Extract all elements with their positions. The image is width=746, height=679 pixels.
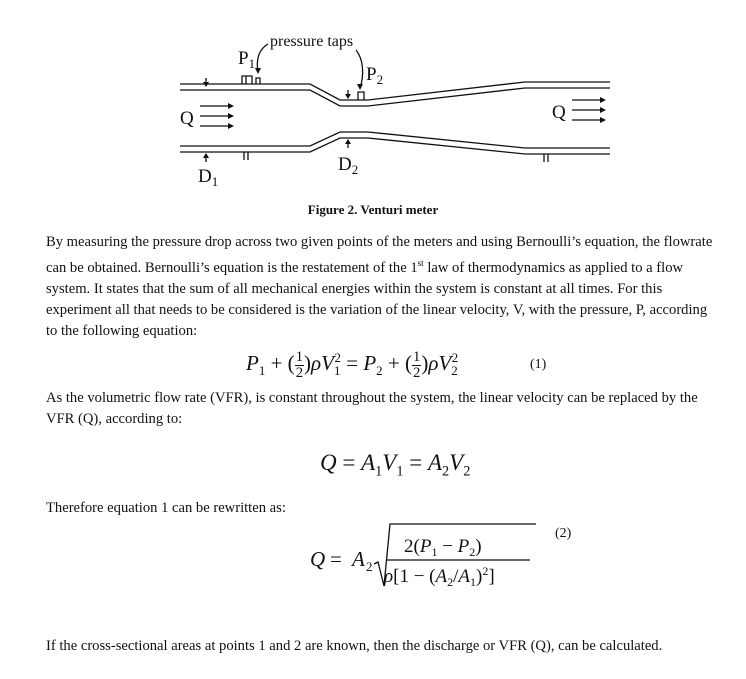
- bottom-tap-1: [244, 152, 248, 160]
- svg-text:Q: Q: [310, 547, 326, 571]
- label-pressure-taps: pressure taps: [270, 33, 354, 50]
- leader-taps-1: [257, 44, 268, 72]
- paragraph-bernoulli: By measuring the pressure drop across two given points of the meters and using Bernoulli’s equation, the flowrate can be obtained. Bernoulli’s equation is the restatement of the 1st law of thermodynamics as applied to a flow system. It states that the sum of all mechanical energies within the system is constant at all times. For this experiment all that needs to be considered is the variation of the linear velocity, V, with the pressure, P, according to the following equation:: [46, 234, 713, 339]
- svg-text:ρ[1 − (A2/A1)2]: $\rho[1 - (A_2/A_1)^2]$: [384, 564, 495, 589]
- label-d2: $D_2$: [338, 154, 359, 177]
- svg-text:2: 2: [366, 559, 373, 574]
- label-p2: $P_2$: [366, 64, 384, 87]
- pressure-tap-2: [358, 92, 364, 100]
- bottom-tap-2: [544, 154, 548, 162]
- venturi-meter-diagram: [160, 20, 610, 200]
- label-d1: $D_1$: [198, 166, 219, 189]
- upper-wall-outer: [180, 82, 610, 100]
- pressure-tap-1: [242, 76, 260, 84]
- figure-caption: Figure 2. Venturi meter: [307, 202, 439, 217]
- paragraph-rewrite: Therefore equation 1 can be rewritten as:: [46, 500, 286, 516]
- equation-2-number: (2): [555, 526, 572, 541]
- label-p1: $P_1$: [238, 48, 256, 71]
- equation-1-number: (1): [530, 357, 547, 372]
- flow-arrows-right: [572, 100, 600, 120]
- equation-2: [300, 516, 540, 596]
- flow-arrows-left: [200, 106, 228, 126]
- equation-1: $P_1$ + ( $\frac{1}{2}$ )$\rho V_1^2 = P_2$ + ( $\frac{1}{2}$ )$\rho V_2^2$: [246, 349, 459, 381]
- svg-text:=: =: [330, 547, 342, 571]
- equation-continuity: $Q = A_1V_1 = A_2V_2$: [320, 450, 471, 480]
- label-q-left: Q: [180, 108, 194, 129]
- lower-wall-inner: [180, 132, 610, 148]
- leader-taps-2: [356, 50, 363, 88]
- paragraph-conclusion: If the cross-sectional areas at points 1 and 2 are known, then the discharge or VFR (Q), can be calculated.: [46, 638, 663, 654]
- svg-text:A: A: [352, 547, 365, 571]
- label-q-right: Q: [552, 102, 566, 123]
- paragraph-vfr: As the volumetric flow rate (VFR), is constant throughout the system, the linear velocity can be replaced by the VFR (Q), according to:: [46, 390, 698, 427]
- svg-text:2(P1 − P2): $2(P_1 - P_2)$: [404, 536, 482, 559]
